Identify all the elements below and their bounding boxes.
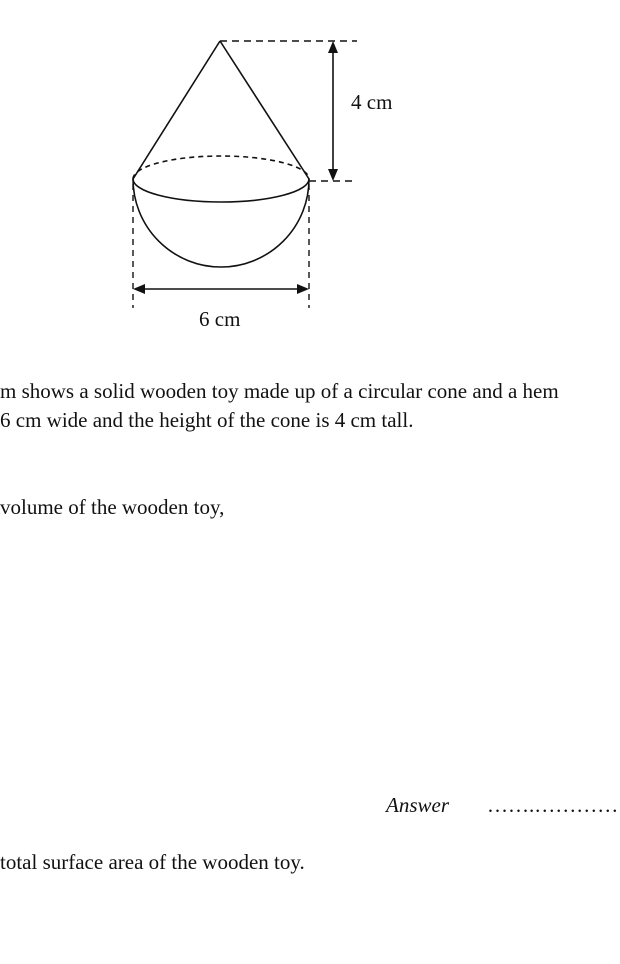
- cone-left-edge: [133, 41, 220, 179]
- question-intro-line-1: m shows a solid wooden toy made up of a circular cone and a hem: [0, 379, 559, 403]
- part-b-text: total surface area of the wooden toy.: [0, 850, 305, 874]
- cone-hemisphere-toy-diagram: [0, 0, 620, 340]
- width-arrow-left: [133, 284, 145, 294]
- base-ellipse-front: [133, 179, 309, 202]
- width-arrow-right: [297, 284, 309, 294]
- answer-blank[interactable]: …….…………: [487, 793, 619, 817]
- height-label: 4 cm: [351, 90, 393, 114]
- height-arrow-top: [328, 41, 338, 53]
- width-label: 6 cm: [199, 307, 241, 331]
- answer-label: Answer: [386, 793, 449, 817]
- height-arrow-bottom: [328, 169, 338, 181]
- question-intro-line-2: 6 cm wide and the height of the cone is 4 cm tall.: [0, 408, 414, 432]
- part-a-text: volume of the wooden toy,: [0, 495, 225, 519]
- base-ellipse-back: [133, 156, 309, 179]
- hemisphere-outline: [133, 179, 309, 267]
